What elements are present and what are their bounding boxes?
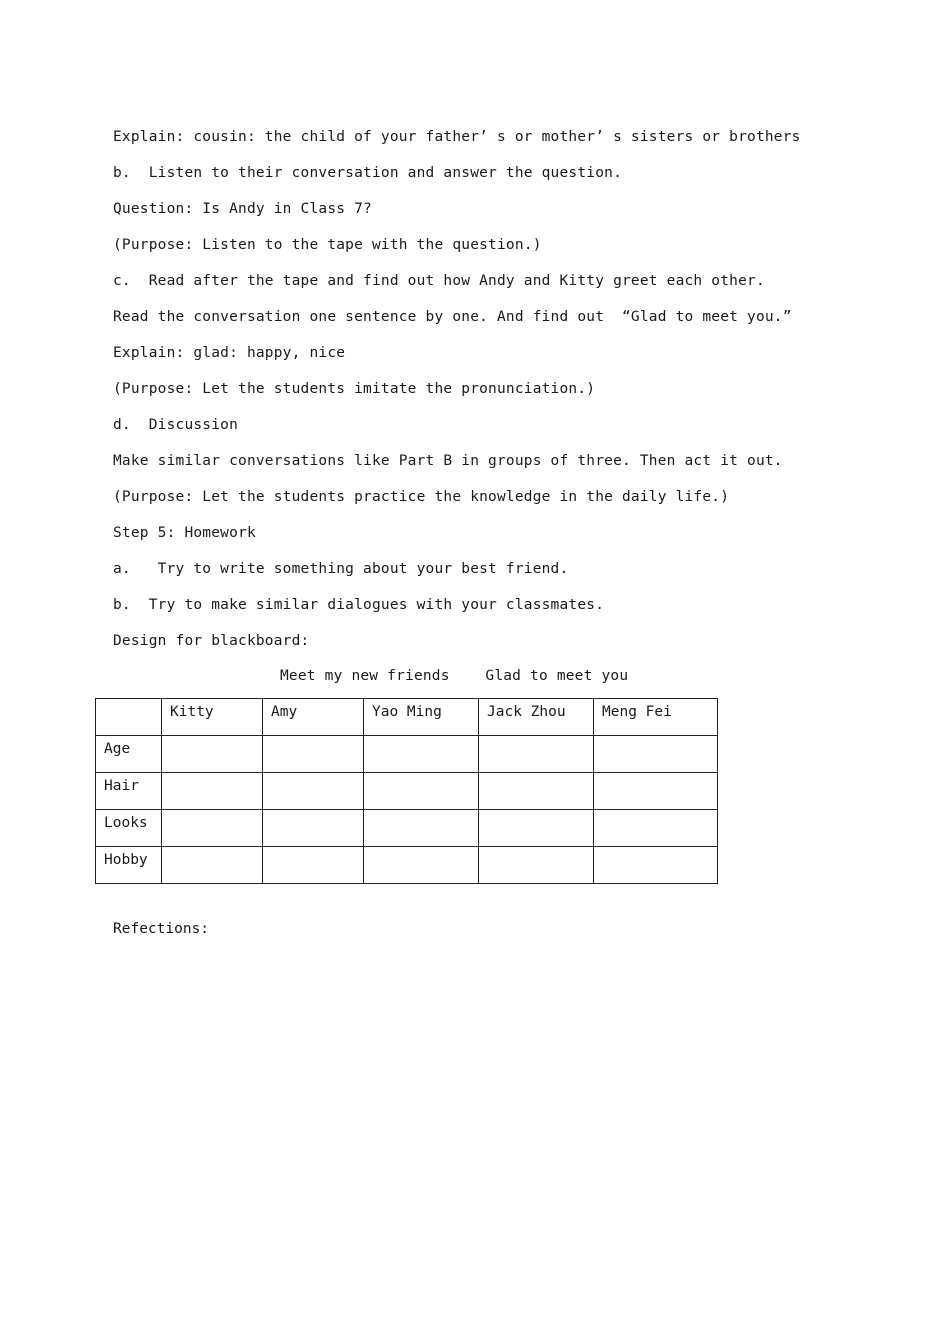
text-line-purpose-imitate: (Purpose: Let the students imitate the pronunciation.) (113, 381, 596, 397)
table-cell (364, 847, 479, 884)
table-header-cell: Meng Fei (594, 699, 718, 736)
text-line-homework-b: b. Try to make similar dialogues with your classmates. (113, 597, 605, 613)
table-row-label: Looks (96, 810, 162, 847)
table-row (96, 773, 718, 810)
table-row (96, 736, 718, 773)
table-cell (594, 736, 718, 773)
blackboard-table (95, 698, 718, 884)
table-cell (162, 847, 263, 884)
table-header-cell: Kitty (162, 699, 263, 736)
text-line-step-c: c. Read after the tape and find out how Andy and Kitty greet each other. (113, 273, 765, 289)
table-cell (263, 847, 364, 884)
table-header-cell: Yao Ming (364, 699, 479, 736)
table-cell (263, 736, 364, 773)
table-cell (594, 810, 718, 847)
table-row-label: Age (96, 736, 162, 773)
table-cell (162, 773, 263, 810)
table-cell (479, 810, 594, 847)
blackboard-title: Meet my new friends Glad to meet you (280, 668, 629, 684)
table-cell (479, 773, 594, 810)
table-header-row (96, 699, 718, 736)
table-cell (263, 773, 364, 810)
text-line-purpose-listen: (Purpose: Listen to the tape with the question.) (113, 237, 542, 253)
table-cell (364, 810, 479, 847)
table-header-cell (96, 699, 162, 736)
table-row-label: Hobby (96, 847, 162, 884)
text-line-homework-a: a. Try to write something about your best friend. (113, 561, 569, 577)
table-cell (364, 773, 479, 810)
text-line-step-d: d. Discussion (113, 417, 239, 433)
table-cell (263, 810, 364, 847)
text-line-read-conversation: Read the conversation one sentence by one. And find out “Glad to meet you.” (113, 309, 792, 325)
text-line-purpose-practice: (Purpose: Let the students practice the knowledge in the daily life.) (113, 489, 730, 505)
text-line-explain-cousin: Explain: cousin: the child of your father’ s or mother’ s sisters or brothers (113, 129, 801, 145)
table-cell (594, 847, 718, 884)
table-cell (479, 847, 594, 884)
table-cell (594, 773, 718, 810)
table-cell (364, 736, 479, 773)
table-cell (162, 736, 263, 773)
table-header-cell: Jack Zhou (479, 699, 594, 736)
table-header-cell: Amy (263, 699, 364, 736)
reflections-label: Refections: (113, 921, 210, 937)
text-line-step-5: Step 5: Homework (113, 525, 256, 541)
text-line-step-b: b. Listen to their conversation and answer the question. (113, 165, 622, 181)
table-row-label: Hair (96, 773, 162, 810)
table-cell (479, 736, 594, 773)
text-line-explain-glad: Explain: glad: happy, nice (113, 345, 346, 361)
table-row (96, 810, 718, 847)
text-line-question: Question: Is Andy in Class 7? (113, 201, 372, 217)
table-row (96, 847, 718, 884)
text-line-design-blackboard: Design for blackboard: (113, 633, 310, 649)
text-line-make-conversations: Make similar conversations like Part B in groups of three. Then act it out. (113, 453, 783, 469)
table-cell (162, 810, 263, 847)
